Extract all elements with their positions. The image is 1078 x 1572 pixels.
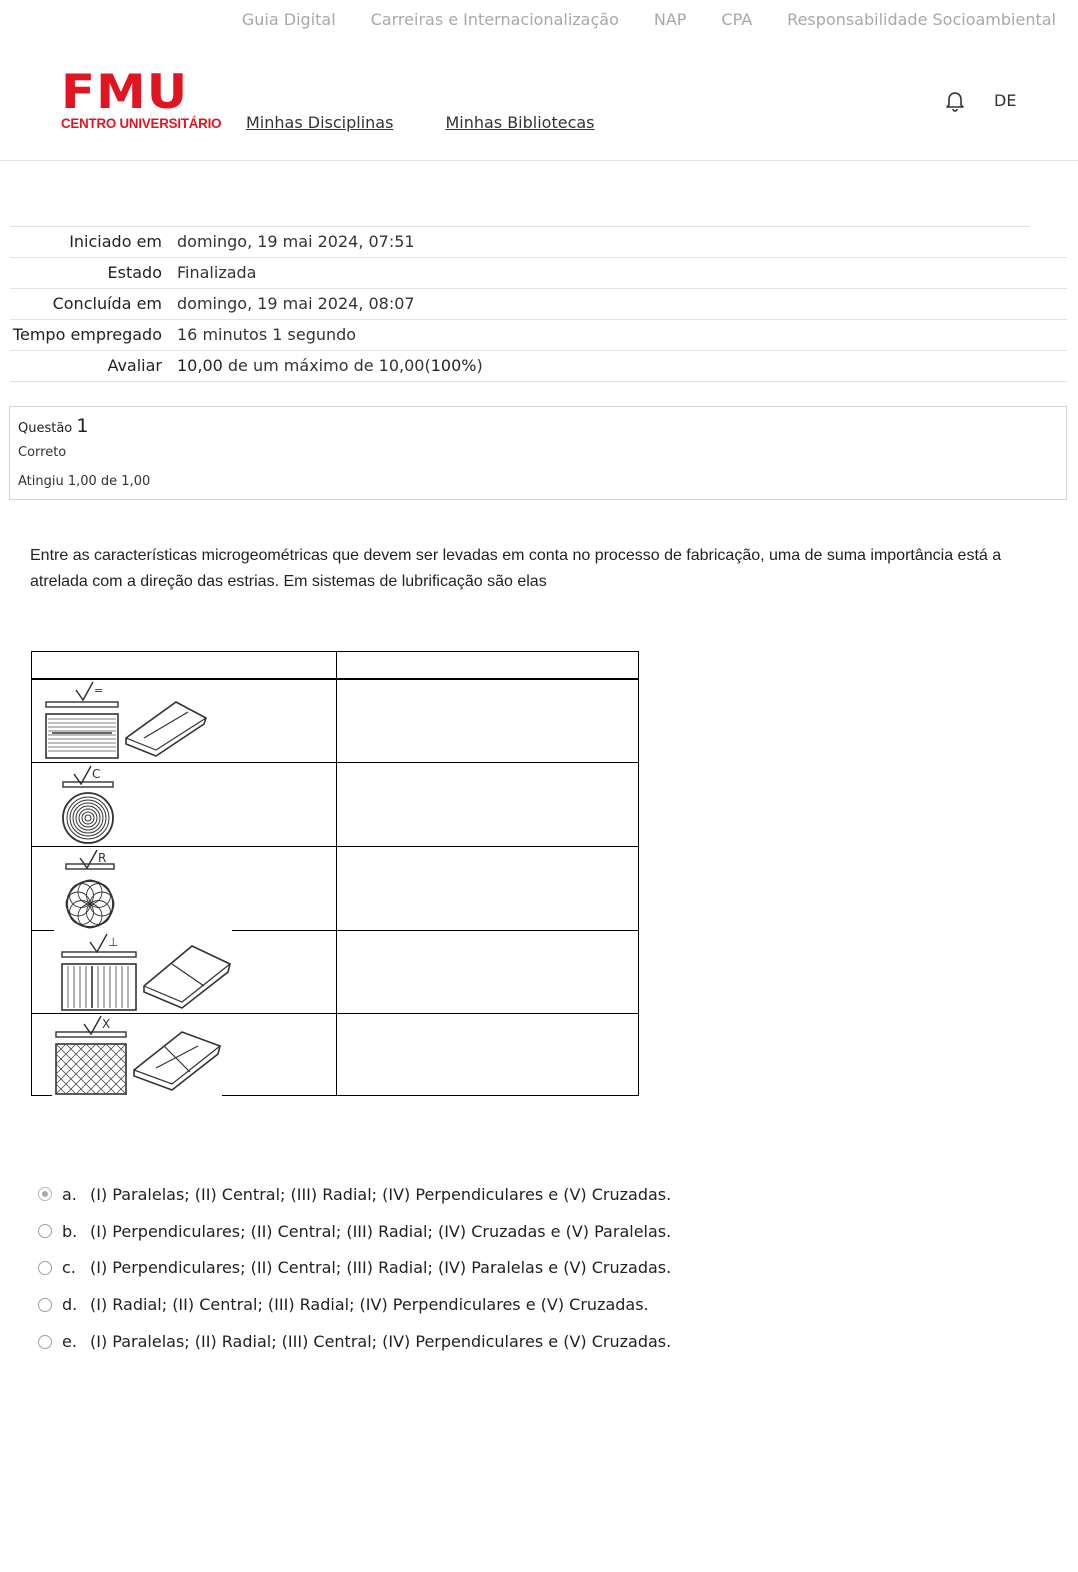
topnav-cpa[interactable]: CPA xyxy=(721,10,753,29)
central-lay-symbol-image xyxy=(56,764,126,846)
answer-letter: d. xyxy=(62,1295,78,1315)
topnav-nap[interactable]: NAP xyxy=(653,10,687,29)
question-grade: Atingiu 1,00 de 1,00 xyxy=(18,474,151,489)
summary-label: Tempo empregado xyxy=(12,325,162,344)
answer-text: (I) Radial; (II) Central; (III) Radial; (IV) Perpendiculares e (V) Cruzadas. xyxy=(90,1295,649,1315)
row-line-mask xyxy=(1030,253,1067,255)
summary-value: domingo, 19 mai 2024, 07:51 xyxy=(177,232,415,251)
summary-row-started xyxy=(10,227,1067,258)
summary-label: Estado xyxy=(107,263,162,282)
fmu-logo[interactable] xyxy=(61,65,222,131)
answer-text: (I) Paralelas; (II) Central; (III) Radial; (IV) Perpendiculares e (V) Cruzadas. xyxy=(90,1184,672,1204)
answer-option-b[interactable] xyxy=(38,1213,671,1250)
answer-options xyxy=(38,1176,671,1360)
surface-lay-symbols-table xyxy=(31,651,639,1096)
answer-letter: b. xyxy=(62,1221,78,1241)
answer-option-a[interactable] xyxy=(38,1176,671,1213)
parallel-lay-symbol-image xyxy=(36,680,211,762)
crossed-lay-symbol-image xyxy=(52,1014,222,1096)
question-info-box xyxy=(9,406,1067,500)
top-navigation xyxy=(242,10,1056,29)
radio-button[interactable] xyxy=(38,1224,52,1238)
grade-percent: 100% xyxy=(430,356,477,375)
question-number xyxy=(18,415,89,437)
lay-symbol-label: = xyxy=(94,684,104,697)
topnav-guia-digital[interactable]: Guia Digital xyxy=(241,10,336,29)
row-line-mask xyxy=(1030,281,1067,283)
table-row-divider xyxy=(32,762,638,763)
answer-option-d[interactable] xyxy=(38,1286,671,1323)
summary-row-state xyxy=(10,258,1067,289)
question-state: Correto xyxy=(18,445,67,460)
user-menu-initials[interactable]: DE xyxy=(994,91,1017,110)
answer-text: (I) Paralelas; (II) Radial; (III) Central; (IV) Perpendiculares e (V) Cruzadas. xyxy=(90,1332,672,1352)
summary-label: Avaliar xyxy=(107,356,162,375)
grade-score: 10,00 xyxy=(177,356,223,375)
question-prefix: Questão xyxy=(18,421,73,436)
lay-symbol-label: C xyxy=(92,767,101,781)
summary-value: Finalizada xyxy=(177,263,257,282)
radio-button-checked[interactable] xyxy=(38,1187,52,1201)
radio-button[interactable] xyxy=(38,1298,52,1312)
summary-row-completed xyxy=(10,289,1067,320)
logo-subtitle: CENTRO UNIVERSITÁRIO xyxy=(61,115,222,131)
answer-letter: c. xyxy=(62,1258,76,1278)
row-line-mask xyxy=(1030,226,1067,228)
grade-end: ) xyxy=(476,356,483,375)
summary-row-time xyxy=(10,320,1067,351)
answer-option-e[interactable] xyxy=(38,1323,671,1360)
bell-icon[interactable] xyxy=(945,90,965,112)
summary-value: 16 minutos 1 segundo xyxy=(177,325,357,344)
lay-symbol-label: R xyxy=(98,851,107,865)
logo-wordmark: FMU xyxy=(61,65,189,120)
radio-button[interactable] xyxy=(38,1261,52,1275)
question-text: Entre as características microgeométricas que devem ser levadas em conta no processo de fabricação, uma de suma importância está a atrelada com a direção das estrias. Em sistemas de lubrificação são elas xyxy=(30,547,1002,590)
topnav-carreiras[interactable]: Carreiras e Internacionalização xyxy=(370,10,619,29)
question-num: 1 xyxy=(76,415,89,437)
attempt-summary-table xyxy=(10,226,1067,382)
lay-symbol-label: X xyxy=(102,1017,111,1031)
lay-symbol-label: ⊥ xyxy=(108,935,119,949)
header-divider xyxy=(0,160,1078,161)
answer-letter: a. xyxy=(62,1184,77,1204)
answer-option-c[interactable] xyxy=(38,1250,671,1287)
topnav-responsabilidade[interactable]: Responsabilidade Socioambiental xyxy=(787,10,1056,29)
answer-letter: e. xyxy=(62,1332,77,1352)
summary-value: domingo, 19 mai 2024, 08:07 xyxy=(177,294,415,313)
radial-lay-symbol-image xyxy=(62,848,122,930)
summary-row-grade xyxy=(10,351,1067,382)
nav-minhas-bibliotecas[interactable]: Minhas Bibliotecas xyxy=(445,113,595,132)
perpendicular-lay-symbol-image xyxy=(54,930,232,1012)
nav-minhas-disciplinas[interactable]: Minhas Disciplinas xyxy=(246,113,394,132)
main-navigation xyxy=(246,113,595,132)
grade-middle: de um máximo de 10,00( xyxy=(222,356,431,375)
radio-button[interactable] xyxy=(38,1335,52,1349)
answer-text: (I) Perpendiculares; (II) Central; (III) Radial; (IV) Paralelas e (V) Cruzadas. xyxy=(90,1258,672,1278)
answer-text: (I) Perpendiculares; (II) Central; (III) Radial; (IV) Cruzadas e (V) Paralelas. xyxy=(90,1221,672,1241)
summary-label: Iniciado em xyxy=(69,232,162,251)
table-column-divider xyxy=(336,652,337,1095)
summary-label: Concluída em xyxy=(52,294,162,313)
table-row-divider xyxy=(32,846,638,847)
summary-value xyxy=(167,351,1067,382)
